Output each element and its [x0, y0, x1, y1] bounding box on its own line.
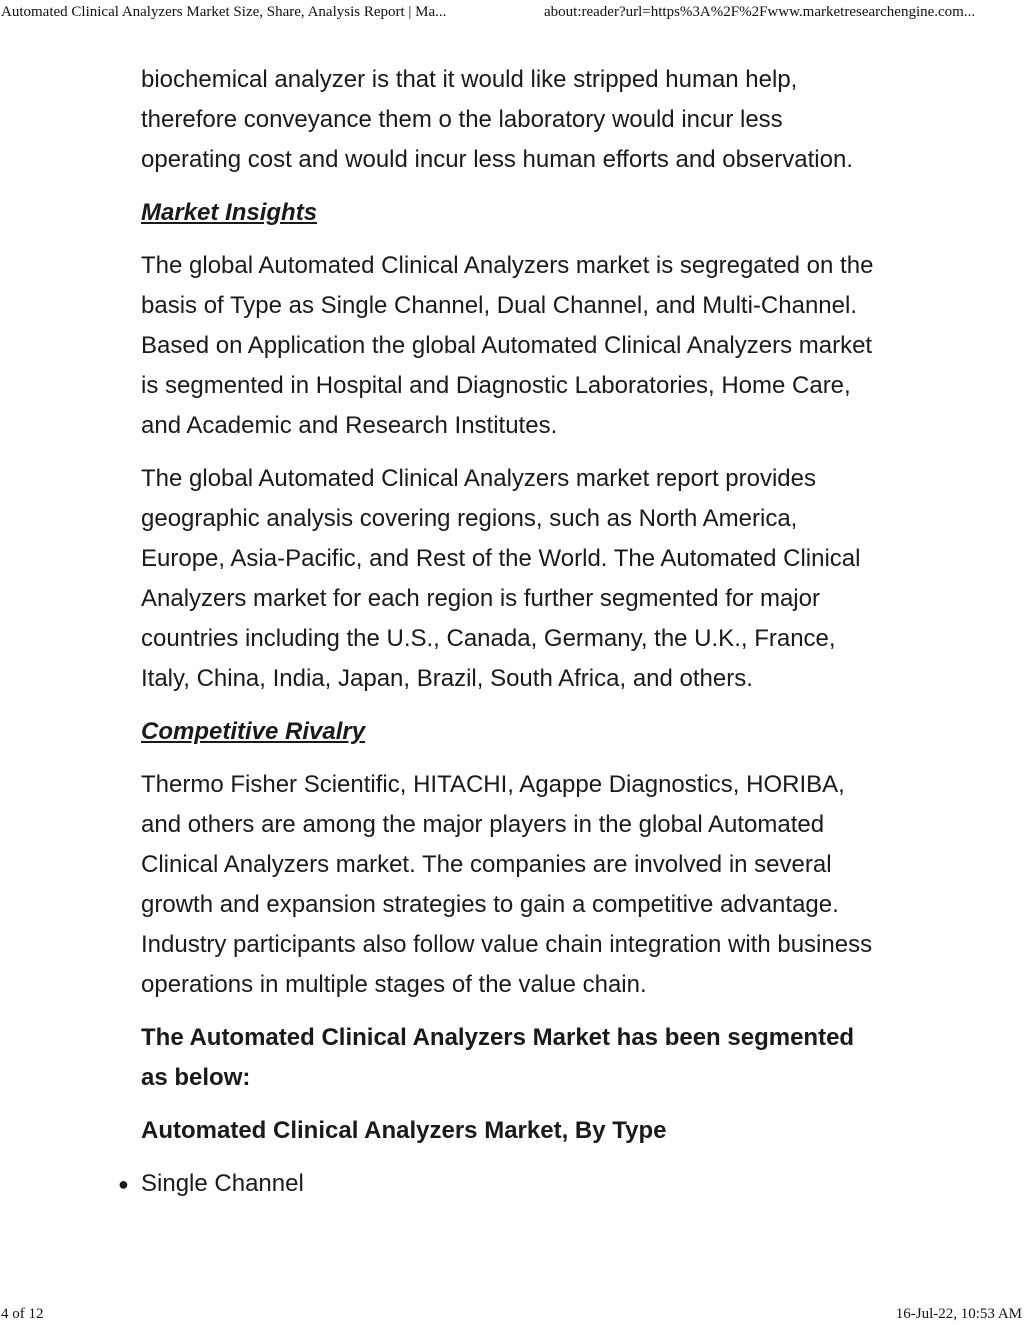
page-url: about:reader?url=https%3A%2F%2Fwww.marketresearchengine.com...: [544, 4, 976, 20]
list-item: [118, 1164, 886, 1204]
list-item-label: Single Channel: [141, 1170, 304, 1197]
competitive-rivalry-paragraph: Thermo Fisher Scientific, HITACHI, Agappe Diagnostics, HORIBA, and others are among the major players in the global Automated Clinical Analyzers market. The companies are involved in several growth and expansion strategies to gain a competitive advantage. Industry participants also follow value chain integration with business operations in multiple stages of the value chain.: [141, 771, 873, 998]
market-insights-paragraph-2: The global Automated Clinical Analyzers market report provides geographic analysis covering regions, such as North America, Europe, Asia-Pacific, and Rest of the World. The Automated Clinical Analyzers market for each region is further segmented for major countries including the U.S., Canada, Germany, the U.K., France, Italy, China, India, Japan, Brazil, South Africa, and others.: [141, 465, 861, 692]
competitive-rivalry-heading: Competitive Rivalry: [141, 718, 366, 745]
market-insights-paragraph-1: The global Automated Clinical Analyzers market is segregated on the basis of Type as Single Channel, Dual Channel, and Multi-Channel. Based on Application the global Automated Clinical Analyzers market is segmented in Hospital and Diagnostic Laboratories, Home Care, and Academic and Research Institutes.: [141, 252, 874, 439]
intro-paragraph: biochemical analyzer is that it would like stripped human help, therefore conveyance them o the laboratory would incur less operating cost and would incur less human efforts and observation.: [141, 66, 853, 173]
by-type-list: [118, 1164, 886, 1204]
print-timestamp: 16-Jul-22, 10:53 AM: [895, 1306, 1022, 1322]
market-insights-heading: Market Insights: [141, 199, 318, 226]
print-header: [0, 0, 1024, 24]
page-indicator: 4 of 12: [1, 1306, 44, 1322]
segmentation-intro: The Automated Clinical Analyzers Market has been segmented as below:: [141, 1024, 855, 1091]
page-title: Automated Clinical Analyzers Market Size, Share, Analysis Report | Ma...: [1, 4, 447, 20]
reader-article: [118, 60, 886, 1204]
print-footer: [0, 1304, 1024, 1324]
bullet-icon: ●: [118, 1174, 129, 1194]
by-type-heading: Automated Clinical Analyzers Market, By Type: [141, 1117, 667, 1144]
